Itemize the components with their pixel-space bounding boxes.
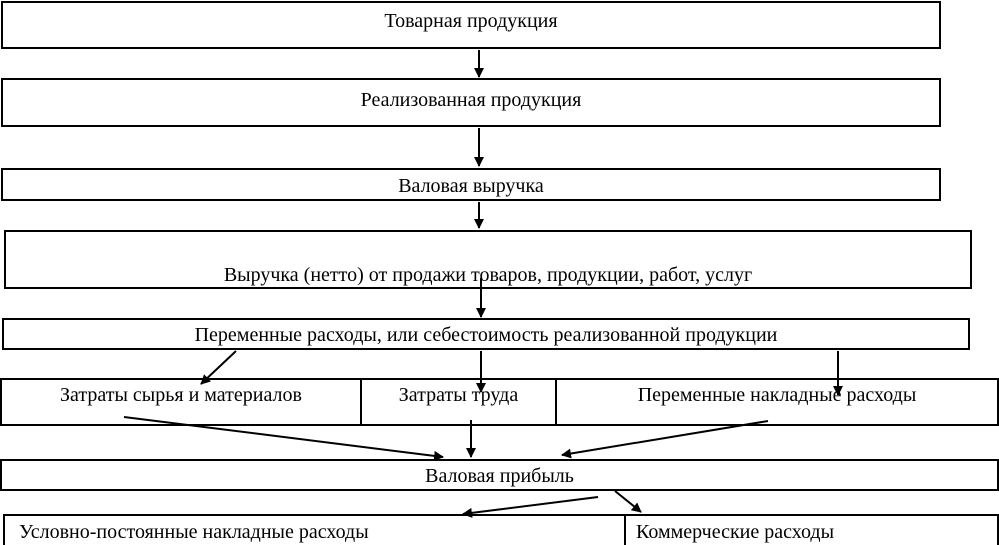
node-peremennye-nakladnye [555,378,999,426]
node-label: Коммерческие расходы [636,521,835,543]
arrow-nakladnye-to-pribyl [562,421,768,455]
node-label: Реализованная продукция [360,89,582,111]
node-label: Выручка (нетто) от продажи товаров, продукции, работ, услуг [223,264,753,286]
node-label: Затраты сырья и материалов [60,384,302,406]
node-zatraty-syrya [0,378,362,426]
node-label: Валовая выручка [398,175,544,197]
node-label: Переменные накладные расходы [637,384,917,406]
node-label: Товарная продукция [384,10,558,32]
node-uslovno-postoyannye [3,514,626,545]
arrow-pribyl-to-kommercheskie [615,491,641,512]
node-valovaya-pribyl [0,459,999,491]
node-label: Переменные расходы, или себестоимость реализованной продукции [194,324,778,346]
node-peremennye-rashody [2,318,970,350]
node-label: Затраты труда [398,384,519,406]
node-kommercheskie [624,514,999,545]
node-label: Валовая прибыль [425,465,574,487]
node-valovaya-vyruchka [1,168,941,201]
node-zatraty-truda [360,378,557,426]
node-vyruchka-netto [4,230,972,289]
node-realizovannaya-produkciya [1,78,941,127]
arrow-pribyl-to-uslovno-postoyannye [463,497,598,514]
node-tovarnaya-produkciya [1,1,941,49]
node-label: Условно-постоянные накладные расходы [19,521,369,543]
